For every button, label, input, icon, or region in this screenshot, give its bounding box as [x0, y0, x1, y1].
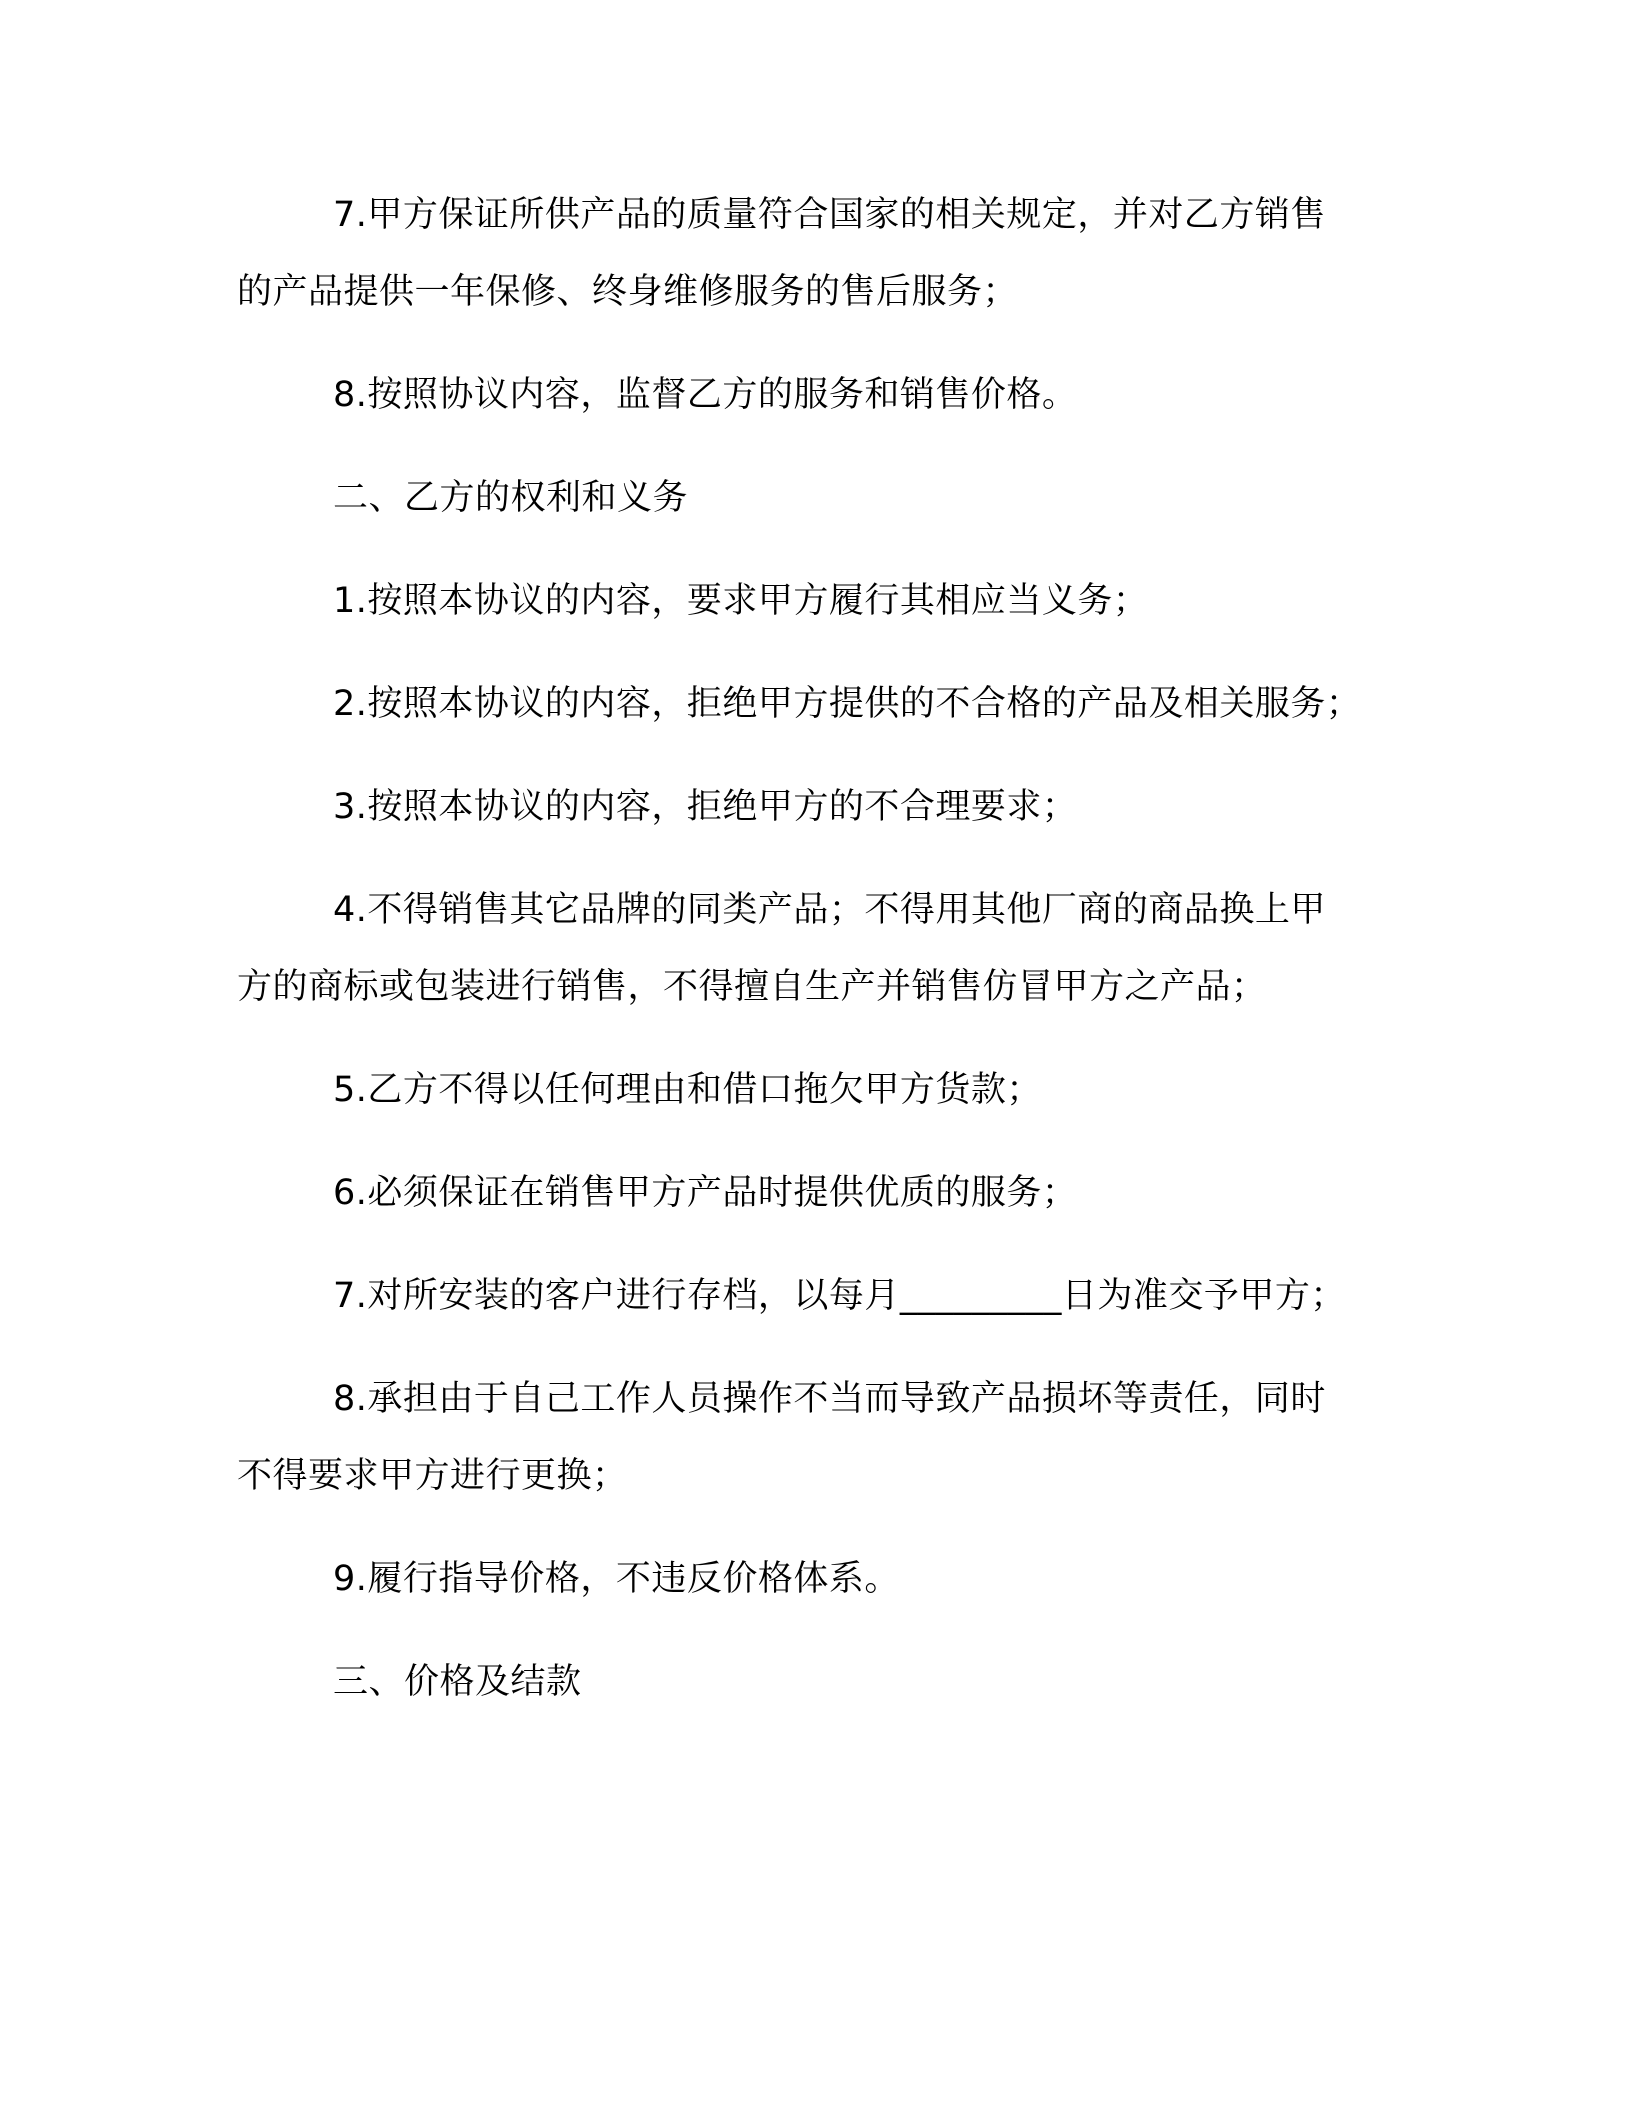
text-line: 的产品提供一年保修、终身维修服务的售后服务； — [237, 272, 1019, 312]
text-line: 二、乙方的权利和义务 — [333, 478, 689, 518]
text-line: 2.按照本协议的内容，拒绝甲方提供的不合格的产品及相关服务； — [333, 684, 1362, 724]
text-line: 6.必须保证在销售甲方产品时提供优质的服务； — [333, 1173, 1078, 1213]
paragraph-b5 — [237, 1052, 1397, 1129]
section-heading-2 — [237, 460, 1397, 537]
text-line: 3.按照本协议的内容，拒绝甲方的不合理要求； — [333, 787, 1078, 827]
text-line: 5.乙方不得以任何理由和借口拖欠甲方货款； — [333, 1070, 1042, 1110]
paragraph-b8 — [237, 1361, 1397, 1515]
text-line: 9.履行指导价格，不违反价格体系。 — [333, 1559, 900, 1599]
text-line: 7.甲方保证所供产品的质量符合国家的相关规定，并对乙方销售 — [333, 195, 1326, 235]
section-heading-3 — [237, 1644, 1397, 1721]
text-line: 1.按照本协议的内容，要求甲方履行其相应当义务； — [333, 581, 1149, 621]
paragraph-b9 — [237, 1541, 1397, 1618]
paragraph-b7 — [237, 1258, 1397, 1335]
paragraph-b2 — [237, 666, 1397, 743]
text-line: 8.承担由于自己工作人员操作不当而导致产品损坏等责任，同时 — [333, 1379, 1326, 1419]
text-line: 7.对所安装的客户进行存档，以每月_________日为准交予甲方； — [333, 1276, 1346, 1316]
paragraph-b4 — [237, 872, 1397, 1026]
paragraph-a8 — [237, 357, 1397, 434]
text-line: 不得要求甲方进行更换； — [237, 1456, 628, 1496]
text-line: 8.按照协议内容，监督乙方的服务和销售价格。 — [333, 375, 1078, 415]
text-line: 4.不得销售其它品牌的同类产品；不得用其他厂商的商品换上甲 — [333, 890, 1326, 930]
paragraph-b1 — [237, 563, 1397, 640]
text-line: 三、价格及结款 — [333, 1662, 582, 1702]
paragraph-b6 — [237, 1155, 1397, 1232]
paragraph-b3 — [237, 769, 1397, 846]
paragraph-a7 — [237, 177, 1397, 331]
text-line: 方的商标或包装进行销售，不得擅自生产并销售仿冒甲方之产品； — [237, 967, 1267, 1007]
